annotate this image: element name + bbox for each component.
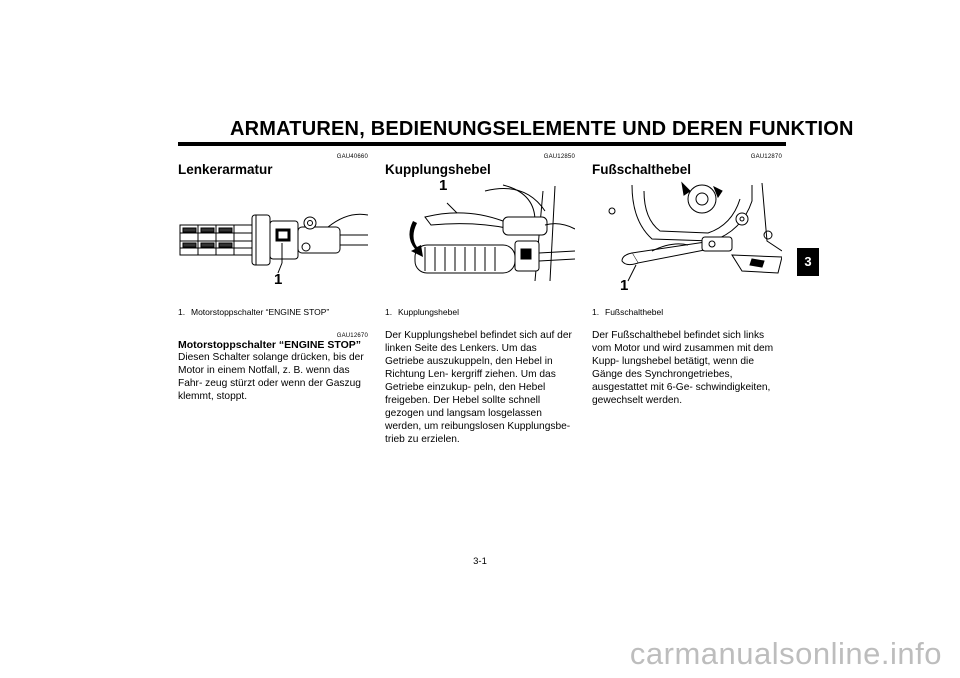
section-clutch-lever xyxy=(385,154,575,446)
body-text: Der Fußschalthebel befindet sich links vom Motor und wird zusammen mit dem Kupp- lungshebel betätigt, wenn die Gänge des Synchrongetriebes, ausgestattet mit 6-Ge- schwindigkeiten, gewechselt werden. xyxy=(592,330,774,406)
section-heading: Kupplungshebel xyxy=(385,162,491,177)
caption-text: Fußschalthebel xyxy=(605,307,664,317)
figure-shift-pedal xyxy=(592,181,782,293)
section-heading: Fußschalthebel xyxy=(592,162,692,177)
section-code: GAU12850 xyxy=(543,154,575,160)
caption-number: 1. xyxy=(592,307,600,317)
subsection-code: GAU12670 xyxy=(336,333,368,339)
figure-caption xyxy=(178,307,368,317)
section-shift-pedal xyxy=(592,154,782,407)
chapter-tab: 3 xyxy=(797,248,819,276)
caption-number: 1. xyxy=(385,307,393,317)
watermark: carmanualsonline.info xyxy=(629,636,942,671)
body-text: Der Kupplungshebel befindet sich auf der linken Seite des Lenkers. Um das Getriebe auszukuppeln, den Hebel in Richtung Len- kergriff ziehen. Um das Getriebe einzukup- peln, den Hebel freigeben. Der Hebel sollte schnell gezogen und langsam losgelassen werden, um reibungslosen Kupplungsbe- trieb zu erzielen. xyxy=(385,330,572,445)
clutch-lever-illustration xyxy=(385,181,575,293)
page-title: ARMATUREN, BEDIENUNGSELEMENTE UND DEREN FUNKTION xyxy=(230,118,854,140)
page-number: 3-1 xyxy=(473,556,487,567)
section-code: GAU12870 xyxy=(750,154,782,160)
section-code: GAU40660 xyxy=(336,154,368,160)
figure-caption xyxy=(385,307,575,317)
body-text: Diesen Schalter solange drücken, bis der Motor in einem Notfall, z. B. wenn das Fahr- zeug stürzt oder wenn der Gaszug klemmt, stoppt. xyxy=(178,352,364,402)
figure-handlebar-switch xyxy=(178,181,368,293)
caption-number: 1. xyxy=(178,307,186,317)
figure-callout: 1 xyxy=(439,177,448,194)
caption-text: Motorstoppschalter “ENGINE STOP” xyxy=(191,307,330,317)
title-rule xyxy=(178,142,786,146)
figure-clutch-lever xyxy=(385,177,575,293)
section-heading: Lenkerarmatur xyxy=(178,162,273,177)
caption-text: Kupplungshebel xyxy=(398,307,459,317)
figure-callout: 1 xyxy=(620,277,629,294)
figure-caption xyxy=(592,307,782,317)
handlebar-switch-illustration xyxy=(178,181,368,293)
figure-callout: 1 xyxy=(274,271,283,288)
section-handlebar-switches xyxy=(178,154,368,403)
subsection-heading: Motorstoppschalter “ENGINE STOP” xyxy=(178,339,361,351)
